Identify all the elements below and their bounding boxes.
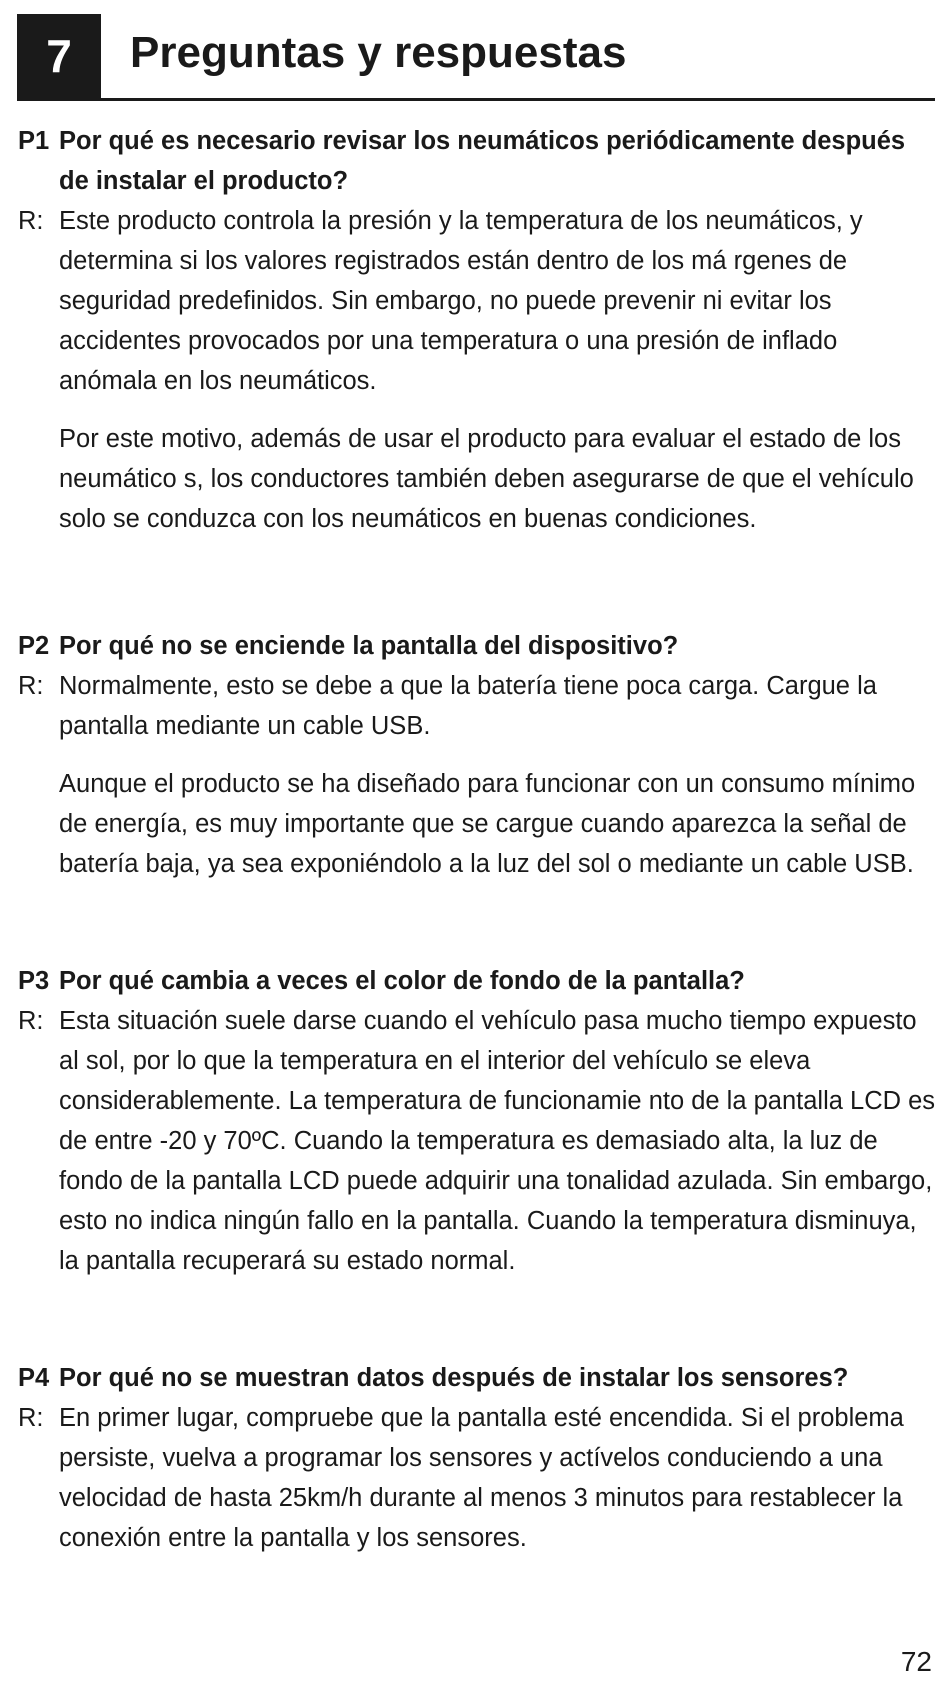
- question-text: Por qué no se enciende la pantalla del dispositivo?: [59, 632, 679, 660]
- answer-text: Normalmente, esto se debe a que la batería tiene poca carga. Cargue la pantalla mediante un cable USB.: [59, 672, 877, 740]
- question-label: P2: [18, 632, 50, 660]
- chapter-header: [17, 14, 935, 101]
- answer-label: R:: [18, 1007, 44, 1035]
- question-label: P1: [18, 127, 50, 155]
- question-label: P3: [18, 967, 50, 995]
- question-2: [18, 626, 940, 666]
- answer-1-paragraph-2: Por este motivo, además de usar el producto para evaluar el estado de los neumático s, los conductores también deben asegurarse de que el vehículo solo se conduzca con los neumáticos en buenas condiciones.: [59, 425, 914, 533]
- qa-item-1: [18, 121, 940, 539]
- answer-text: Esta situación suele darse cuando el vehículo pasa mucho tiempo expuesto al sol, por lo que la temperatura en el interior del vehículo se eleva considerablemente. La temperatura de funcionamie nto de la pantalla LCD es de entre -20 y 70ºC. Cuando la temperatura es demasiado alta, la luz de fondo de la pantalla LCD puede adquirir una tonalidad azulada. Sin embargo, esto no indica ningún fallo en la pantalla. Cuando la temperatura disminuya, la pantalla recuperará su estado normal.: [59, 1007, 936, 1275]
- answer-2: [18, 666, 940, 746]
- answer-label: R:: [18, 672, 44, 700]
- answer-4: [18, 1398, 940, 1558]
- answer-2-paragraph-2: Aunque el producto se ha diseñado para funcionar con un consumo mínimo de energía, es muy importante que se cargue cuando aparezca la señal de batería baja, ya sea exponiéndolo a la luz del sol o mediante un cable USB.: [59, 770, 916, 878]
- answer-3: [18, 1001, 940, 1281]
- qa-item-2: [18, 626, 940, 884]
- answer-text: Este producto controla la presión y la temperatura de los neumáticos, y determina si los valores registrados están dentro de los má rgenes de seguridad predefinidos. Sin embargo, no puede prevenir ni evitar los accidentes provocados por una temperatura o una presión de inflado anómala en los neumáticos.: [59, 207, 863, 395]
- answer-label: R:: [18, 1404, 44, 1432]
- question-text: Por qué es necesario revisar los neumáticos periódicamente después de instalar el producto?: [59, 127, 906, 195]
- chapter-number: 7: [17, 14, 101, 98]
- question-3: [18, 961, 940, 1001]
- question-1: [18, 121, 940, 201]
- answer-text: En primer lugar, compruebe que la pantalla esté encendida. Si el problema persiste, vuelva a programar los sensores y actívelos conduciendo a una velocidad de hasta 25km/h durante al menos 3 minutos para restablecer la conexión entre la pantalla y los sensores.: [59, 1404, 904, 1552]
- chapter-title: Preguntas y respuestas: [130, 28, 627, 77]
- question-label: P4: [18, 1364, 50, 1392]
- qa-item-4: [18, 1358, 940, 1558]
- page-number: 72: [900, 1646, 932, 1677]
- question-text: Por qué no se muestran datos después de instalar los sensores?: [59, 1364, 849, 1392]
- answer-1: [18, 201, 940, 401]
- qa-item-3: [18, 961, 940, 1281]
- answer-label: R:: [18, 207, 44, 235]
- question-4: [18, 1358, 940, 1398]
- question-text: Por qué cambia a veces el color de fondo de la pantalla?: [59, 967, 745, 995]
